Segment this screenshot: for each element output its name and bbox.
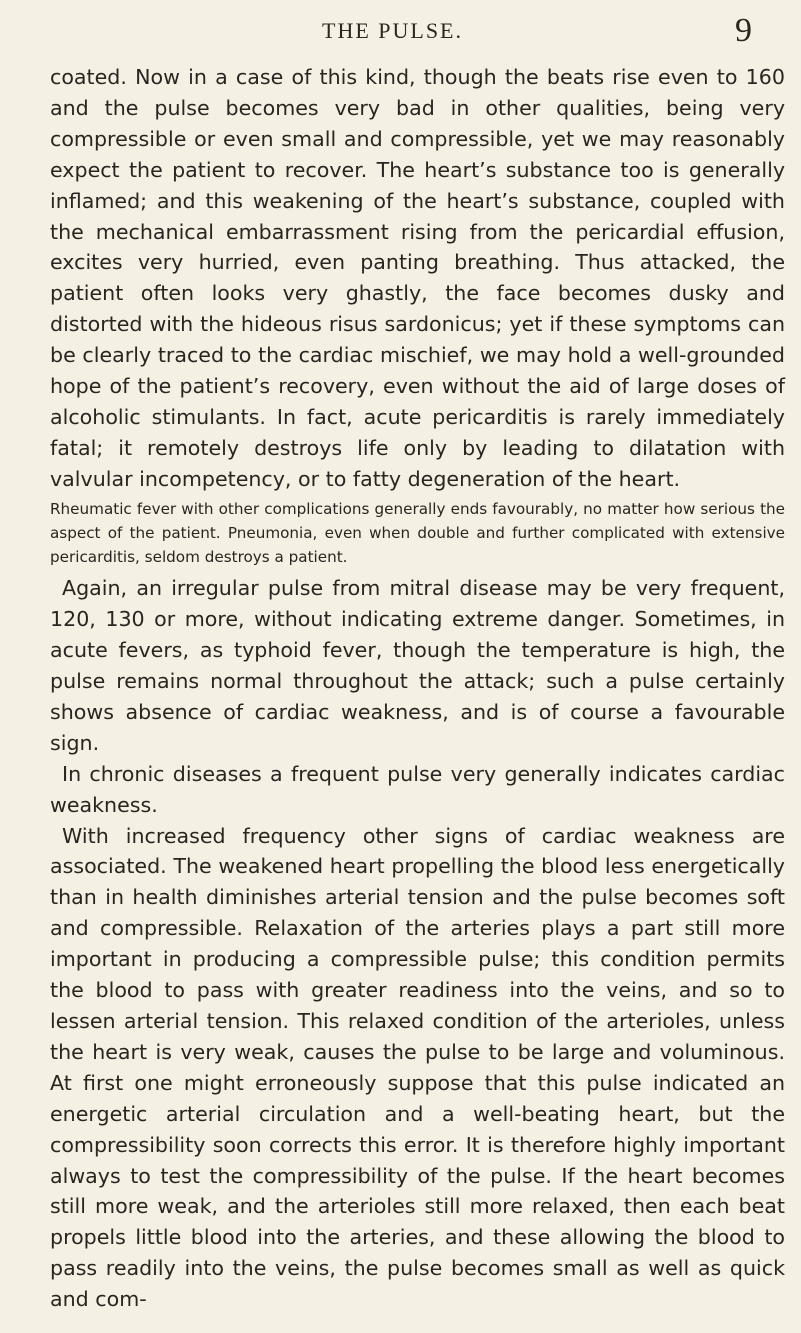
- running-title: THE PULSE.: [322, 18, 463, 43]
- page-number: 9: [735, 12, 752, 49]
- paragraph-mitral-disease: Again, an irregular pulse from mitral disease may be very frequent, 120, 130 or more, without indicating extreme danger. Sometimes, in acute fevers, as typhoid fever, though the temperature is high, the pulse remains normal throughout the attack; such a pulse certainly shows absence of cardiac weakness, and is of course a favourable sign.: [50, 576, 785, 755]
- paragraph-continuation: coated. Now in a case of this kind, though the beats rise even to 160 and the pulse becomes very bad in other qualities, being very compressible or even small and compressible, yet we may reasonably expect the patient to recover. The heart’s substance too is generally inflamed; and this weakening of the heart’s substance, coupled with the mechanical embarrassment rising from the pericardial effusion, excites very hurried, even panting breathing. Thus attacked, the patient often looks very ghastly, the face becomes dusky and distorted with the hideous risus sardonicus; yet if these symptoms can be clearly traced to the cardiac mischief, we may hold a well-grounded hope of the patient’s recovery, even without the aid of large doses of alcoholic stimulants. In fact, acute pericarditis is rarely immediately fatal; it remotely destroys life only by leading to dilatation with valvular incompetency, or to fatty degeneration of the heart.: [50, 65, 785, 491]
- body-text: [50, 62, 785, 1315]
- running-head: [0, 12, 801, 52]
- paragraph-small-note: Rheumatic fever with other complications generally ends favourably, no matter how serious the aspect of the patient. Pneumonia, even when double and further complicated with extensive pericarditis, seldom destroys a patient.: [50, 499, 785, 567]
- paragraph-cardiac-weakness: With increased frequency other signs of cardiac weakness are associated. The weakened heart propelling the blood less energetically than in health diminishes arterial tension and the pulse becomes soft and compressible. Relaxation of the arteries plays a part still more important in producing a compressible pulse; this condition permits the blood to pass with greater readiness into the veins, and so to lessen arterial tension. This relaxed condition of the arterioles, unless the heart is very weak, causes the pulse to be large and voluminous. At first one might erroneously suppose that this pulse indicated an energetic arterial circulation and a well-beating heart, but the compressibility soon corrects this error. It is therefore highly important always to test the compressibility of the pulse. If the heart becomes still more weak, and the arterioles still more relaxed, then each beat propels little blood into the arteries, and these allowing the blood to pass readily into the veins, the pulse becomes small as well as quick and com-: [50, 823, 785, 1312]
- paragraph-chronic-diseases: In chronic diseases a frequent pulse very generally indicates cardiac weakness.: [50, 761, 785, 817]
